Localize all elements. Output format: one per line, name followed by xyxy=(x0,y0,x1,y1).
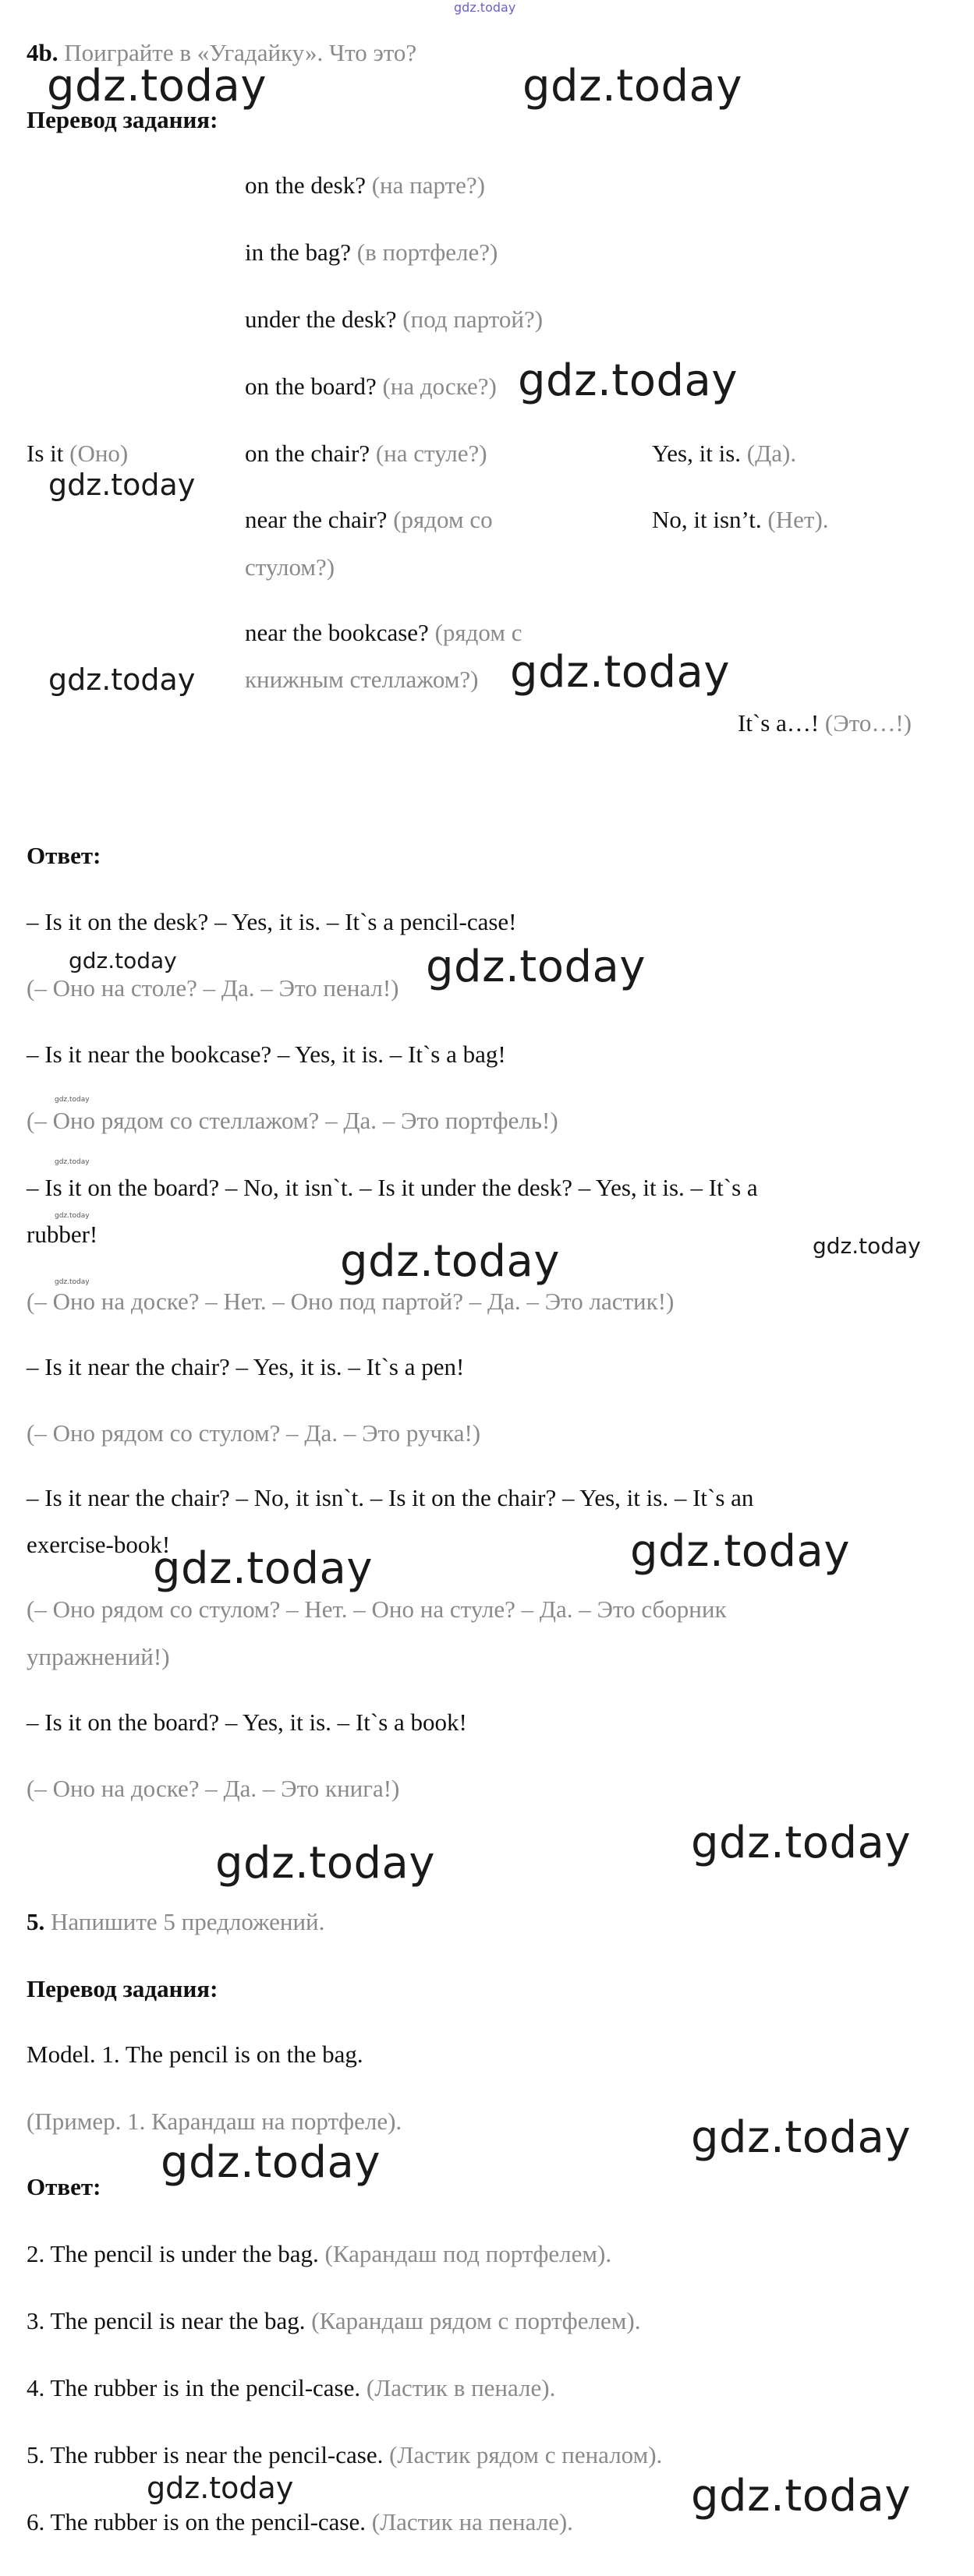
watermark: gdz.today xyxy=(55,1158,90,1166)
watermark: gdz.today xyxy=(813,1233,921,1259)
watermark: gdz.today xyxy=(48,468,196,502)
watermark: gdz.today xyxy=(691,2112,912,2163)
answer-translation-cont: упражнений!) xyxy=(27,1643,170,1670)
task-5-header xyxy=(27,1906,324,1938)
answer-line-cont: exercise-book! xyxy=(27,1531,171,1558)
watermark: gdz.today xyxy=(426,942,646,992)
watermark: gdz.today xyxy=(518,355,738,406)
watermark: gdz.today xyxy=(153,1543,374,1594)
watermark: gdz.today xyxy=(215,1838,436,1889)
watermark: gdz.today xyxy=(55,1096,90,1104)
yes-answer: Yes, it is. (Да). xyxy=(652,440,797,467)
place-item: near the bookcase? (рядом с xyxy=(245,619,522,646)
watermark: gdz.today xyxy=(691,2471,912,2521)
watermark: gdz.today xyxy=(47,61,267,111)
model-sentence: Model. 1. The pencil is on the bag. xyxy=(27,2041,363,2068)
translation-heading: Перевод задания: xyxy=(27,106,218,133)
place-item-cont: книжным стеллажом?) xyxy=(245,666,479,693)
watermark: gdz.today xyxy=(340,1236,561,1287)
is-it-label: Is it (Оно) xyxy=(27,440,129,467)
watermark: gdz.today xyxy=(147,2471,294,2505)
place-item: in the bag? (в портфеле?) xyxy=(245,239,498,266)
watermark-top: gdz.today xyxy=(454,0,516,15)
watermark: gdz.today xyxy=(522,61,743,111)
answer-translation: (– Оно на столе? – Да. – Это пенал!) xyxy=(27,974,399,1002)
model-translation: (Пример. 1. Карандаш на портфеле). xyxy=(27,2108,402,2135)
answer-heading: Ответ: xyxy=(27,842,101,869)
its-a-label: It`s a…! (Это…!) xyxy=(738,709,912,737)
answer-translation: (– Оно на доске? – Да. – Это книга!) xyxy=(27,1775,400,1802)
place-item: on the chair? (на стуле?) xyxy=(245,440,487,467)
answer-line-cont: rubber! xyxy=(27,1221,98,1248)
watermark: gdz.today xyxy=(55,1212,90,1220)
answer-translation: (– Оно рядом со стеллажом? – Да. – Это портфель!) xyxy=(27,1107,558,1134)
translation-heading: Перевод задания: xyxy=(27,1975,218,2002)
task-instruction: Напишите 5 предложений. xyxy=(51,1908,325,1935)
watermark: gdz.today xyxy=(630,1526,851,1577)
task-instruction: Поиграйте в «Угадайку». Что это? xyxy=(64,39,417,66)
answer-line: – Is it near the chair? – No, it isn`t. – Is it on the chair? – Yes, it is. – It`s an xyxy=(27,1484,754,1511)
answer-sentence: 3. The pencil is near the bag. (Карандаш рядом с портфелем). xyxy=(27,2307,641,2334)
answer-line: – Is it on the board? – No, it isn`t. – Is it under the desk? – Yes, it is. – It`s a xyxy=(27,1174,758,1201)
place-item: on the board? (на доске?) xyxy=(245,373,497,400)
watermark: gdz.today xyxy=(510,647,731,698)
answer-translation: (– Оно на доске? – Нет. – Оно под партой? – Да. – Это ластик!) xyxy=(27,1288,675,1315)
task-number: 4b. xyxy=(27,39,58,66)
answer-line: – Is it on the desk? – Yes, it is. – It`s a pencil-case! xyxy=(27,908,517,935)
place-item: near the chair? (рядом со xyxy=(245,506,493,533)
answer-sentence: 5. The rubber is near the pencil-case. (Ластик рядом с пеналом). xyxy=(27,2441,663,2468)
answer-translation: (– Оно рядом со стулом? – Да. – Это ручка!) xyxy=(27,1419,481,1447)
task-number: 5. xyxy=(27,1908,45,1935)
watermark: gdz.today xyxy=(69,948,177,974)
answer-sentence: 6. The rubber is on the pencil-case. (Ластик на пенале). xyxy=(27,2508,573,2535)
answer-sentence: 4. The rubber is in the pencil-case. (Ластик в пенале). xyxy=(27,2374,556,2401)
place-item: under the desk? (под партой?) xyxy=(245,306,544,333)
answer-heading: Ответ: xyxy=(27,2173,101,2200)
answer-line: – Is it near the chair? – Yes, it is. – It`s a pen! xyxy=(27,1353,465,1380)
answer-line: – Is it on the board? – Yes, it is. – It`s a book! xyxy=(27,1708,467,1736)
place-item: on the desk? (на парте?) xyxy=(245,171,485,199)
watermark: gdz.today xyxy=(161,2137,381,2188)
watermark: gdz.today xyxy=(691,1818,912,1868)
answer-sentence: 2. The pencil is under the bag. (Карандаш под портфелем). xyxy=(27,2240,612,2267)
watermark: gdz.today xyxy=(55,1278,90,1286)
watermark: gdz.today xyxy=(48,663,196,697)
answer-translation: (– Оно рядом со стулом? – Нет. – Оно на стуле? – Да. – Это сборник xyxy=(27,1595,727,1623)
answer-line: – Is it near the bookcase? – Yes, it is. – It`s a bag! xyxy=(27,1041,506,1068)
place-item-cont: стулом?) xyxy=(245,553,335,581)
no-answer: No, it isn’t. (Нет). xyxy=(652,506,829,533)
